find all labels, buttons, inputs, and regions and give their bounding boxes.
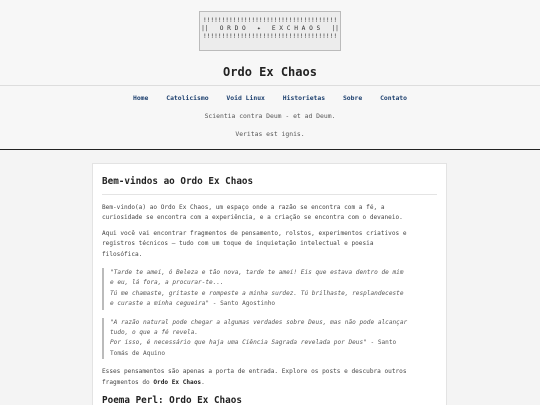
banner-line-1: !!!!!!!!!!!!!!!!!!!!!!!!!!!!!!!!!!!! — [202, 17, 338, 24]
heading-divider — [102, 194, 437, 195]
welcome-heading: Bem-vindos ao Ordo Ex Chaos — [102, 176, 254, 187]
banner-line-3: !!!!!!!!!!!!!!!!!!!!!!!!!!!!!!!!!!!! — [202, 33, 338, 40]
closing-line: Esses pensamentos são apenas a porta de entrada. Explore os posts e descubra outros — [102, 368, 407, 376]
description-line: Aqui você vai encontrar fragmentos de pensamento, rolstos, experimentos criativos e — [102, 229, 407, 237]
quote-line: "A razão natural pode chegar a algumas verdades sobre Deus, mas não pode alcançar — [110, 318, 408, 326]
quote-citation: Tomás de Aquino — [110, 349, 166, 357]
site-title[interactable]: Ordo Ex Chaos — [223, 65, 317, 79]
description-line: filosófica. — [102, 250, 143, 258]
nav-link-contato[interactable]: Contato — [380, 94, 407, 102]
nav-link-home[interactable]: Home — [132, 94, 149, 102]
content-card — [92, 163, 447, 405]
quote-line: e curaste a minha cegueira" — [110, 300, 210, 308]
intro-line: curiosidade se encontra com a experiência, e a criação se encontra com o devaneio. — [102, 214, 403, 222]
nav-link-catolicismo[interactable]: Catolicismo — [166, 94, 209, 102]
main-nav — [0, 94, 540, 102]
header-divider — [0, 85, 540, 86]
description-paragraph — [102, 229, 437, 260]
quote-citation: - Santo — [366, 339, 397, 347]
quote-line: tudo, o que a fé revela. — [110, 329, 199, 337]
intro-paragraph — [102, 203, 437, 224]
quote-line: "Tarde te amei, ó Beleza e tão nova, tarde te amei! Eis que estava dentro de mim — [110, 269, 404, 277]
quote-line: Tú me chamaste, gritaste e rompeste a minha surdez. Tú brilhaste, resplandeceste — [110, 289, 404, 297]
nav-link-sobre[interactable]: Sobre — [342, 94, 363, 102]
closing-suffix: . — [201, 378, 205, 386]
site-name-inline: Ordo Ex Chaos — [153, 378, 202, 386]
closing-paragraph — [102, 367, 437, 388]
banner-line-2: || O R D O ✦ E X C H A O S || — [201, 25, 339, 32]
quote-augustine — [102, 268, 437, 310]
post-title-perl-poem[interactable]: Poema Perl: Ordo Ex Chaos — [102, 395, 242, 405]
quote-citation: - Santo Agostinho — [209, 300, 276, 308]
ascii-banner-logo[interactable] — [199, 11, 341, 51]
description-line: registros técnicos — tudo com um toque de inquietação intelectual e poesia — [102, 240, 374, 248]
quote-line: e eu, lá fora, a procurar-te... — [110, 279, 224, 287]
nav-link-historietas[interactable]: Historietas — [282, 94, 326, 102]
site-header — [0, 0, 540, 150]
quote-line: Por isso, é necessário que haja uma Ciência Sagrada revelada por Deus" — [110, 339, 367, 347]
quote-aquinas — [102, 318, 437, 360]
intro-line: Bem-vindo(a) ao Ordo Ex Chaos, um espaço onde a razão se encontra com a fé, a — [102, 204, 385, 211]
nav-link-void-linux[interactable]: Void Linux — [226, 94, 265, 102]
tagline-secondary: Veritas est ignis. — [235, 130, 305, 138]
tagline-primary: Scientia contra Deum - et ad Deum. — [204, 112, 336, 120]
closing-prefix: fragmentos do — [102, 378, 154, 386]
